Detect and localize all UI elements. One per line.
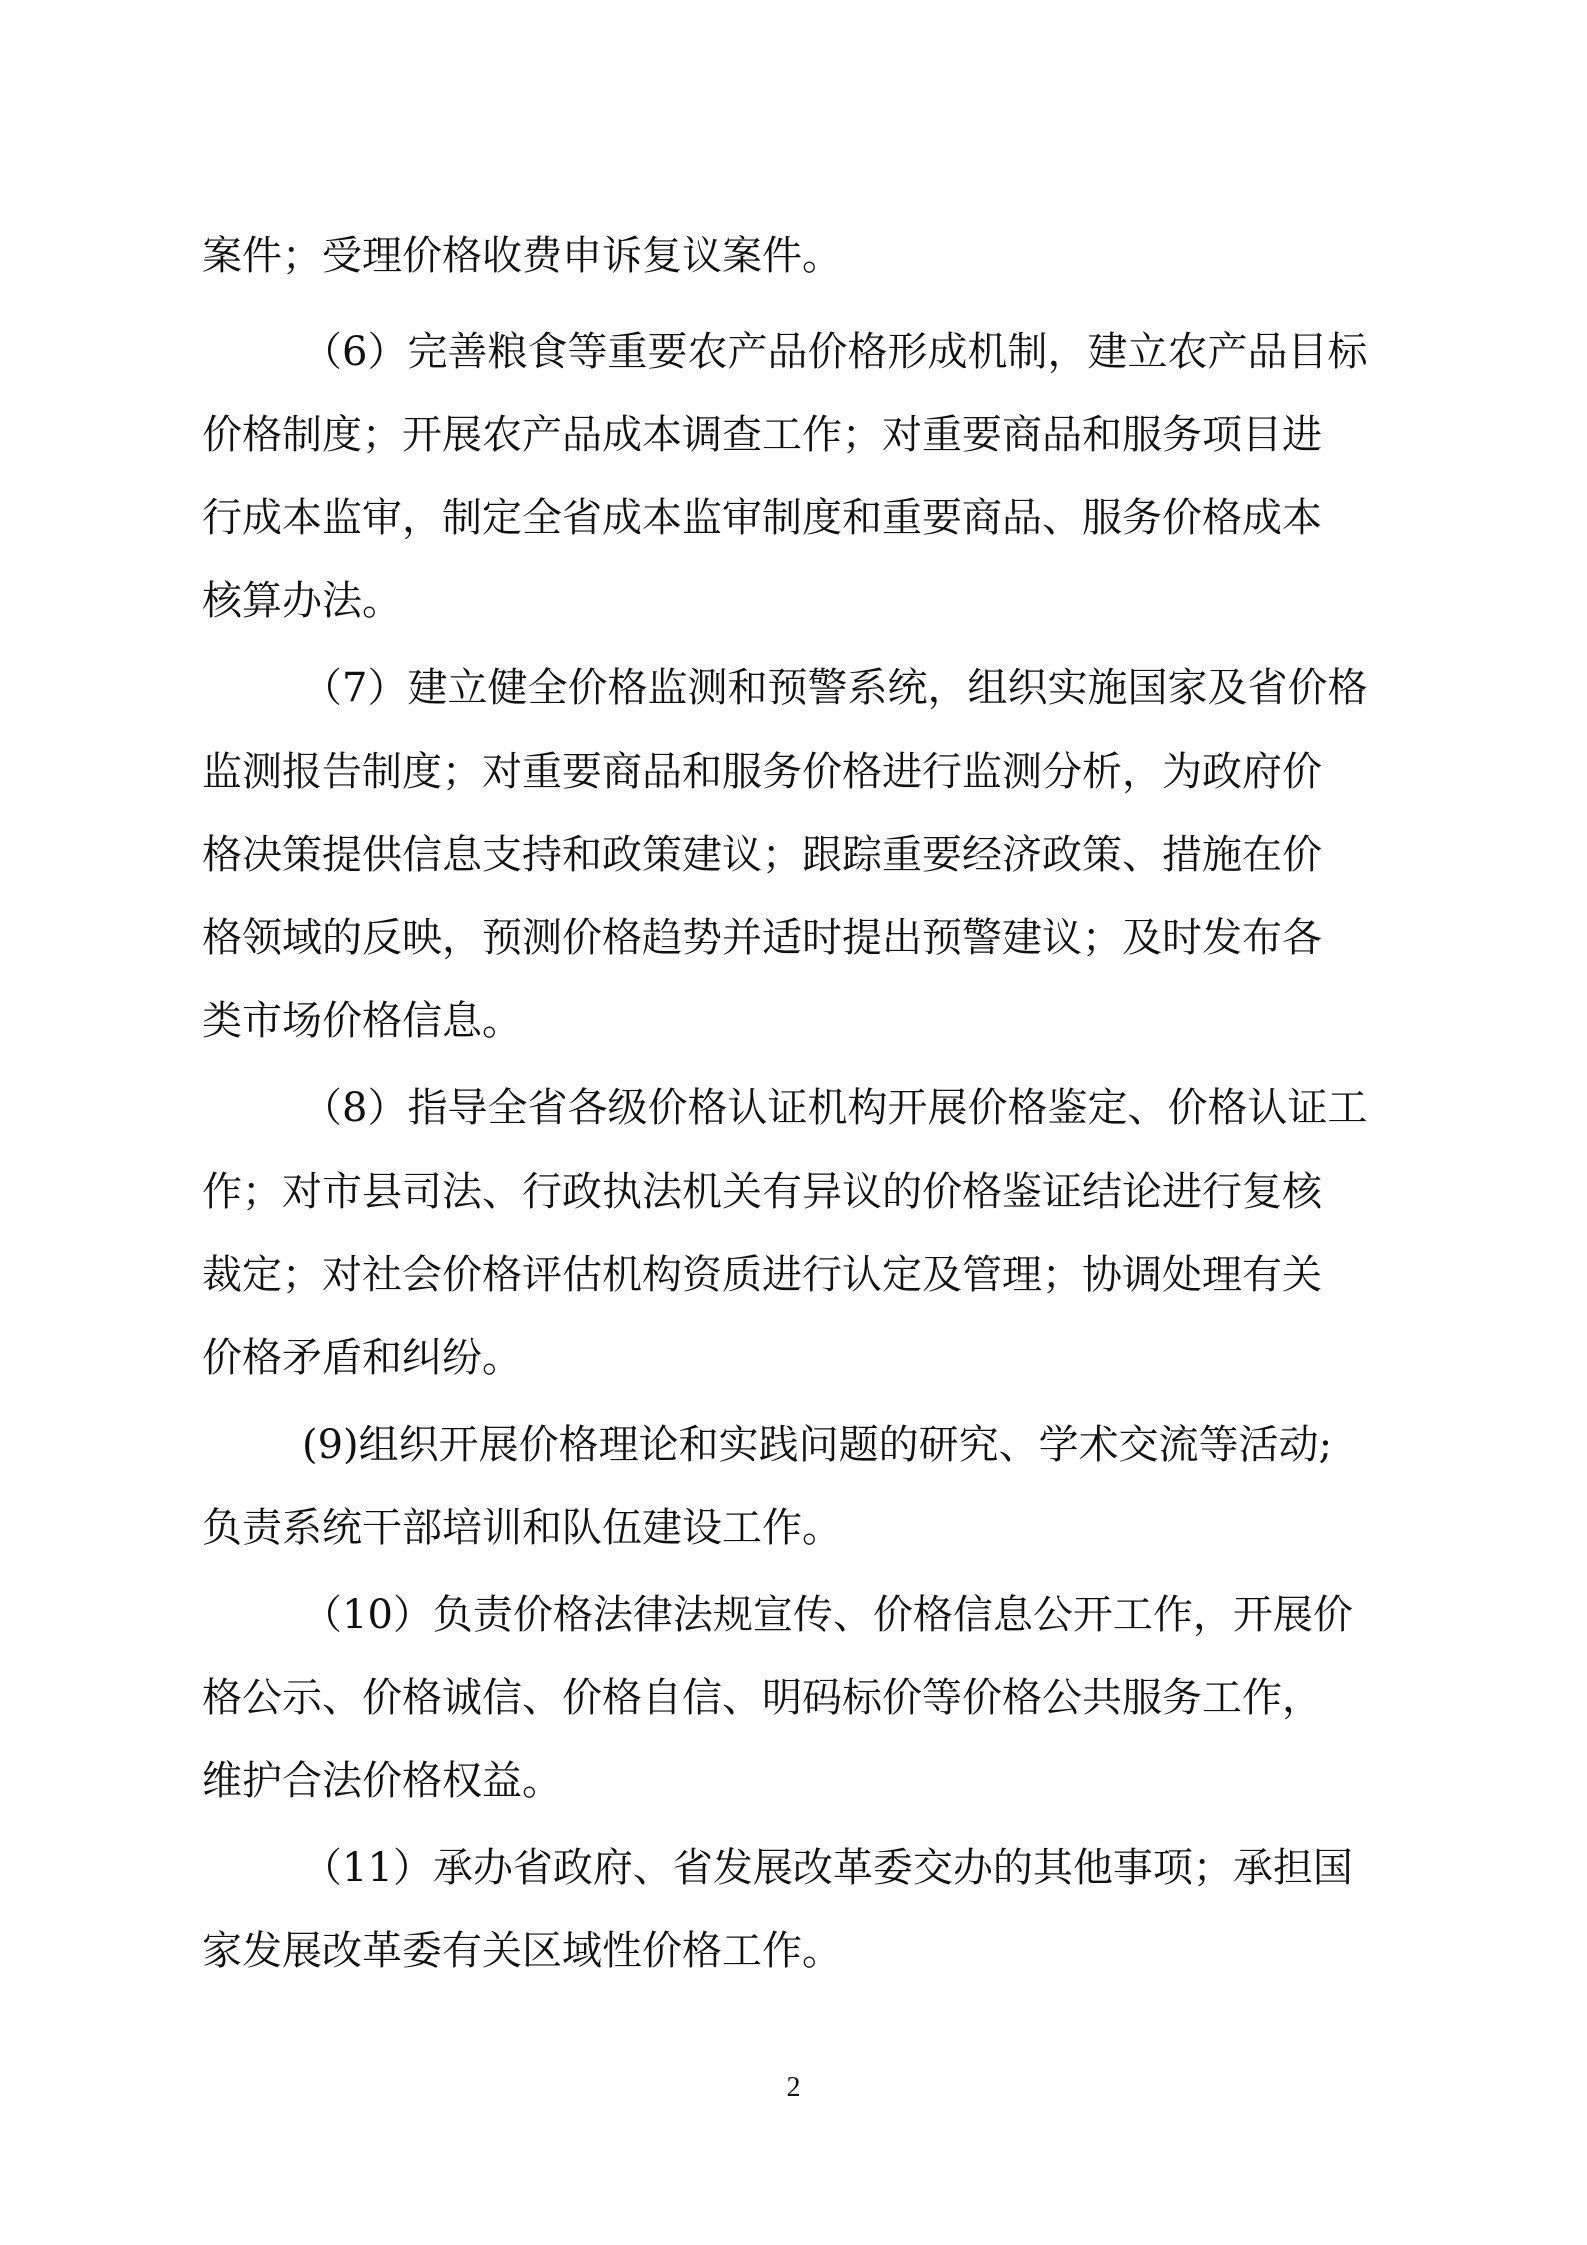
paragraph-line: 案件；受理价格收费申诉复议案件。 [202, 233, 842, 279]
paragraph-line: 格领域的反映，预测价格趋势并适时提出预警建议；及时发布各 [202, 915, 1322, 961]
paragraph-line: (9)组织开展价格理论和实践问题的研究、学术交流等活动; [302, 1422, 1333, 1468]
paragraph-line: 监测报告制度；对重要商品和服务价格进行监测分析，为政府价 [202, 749, 1322, 795]
paragraph-line: （7）建立健全价格监测和预警系统，组织实施国家及省价格 [302, 665, 1368, 711]
paragraph-line: 维护合法价格权益。 [202, 1758, 562, 1804]
paragraph-line: 格公示、价格诚信、价格自信、明码标价等价格公共服务工作， [202, 1675, 1322, 1721]
paragraph-line: 家发展改革委有关区域性价格工作。 [202, 1928, 842, 1974]
paragraph-line: 价格制度；开展农产品成本调查工作；对重要商品和服务项目进 [202, 412, 1322, 458]
paragraph-line: 核算办法。 [202, 578, 402, 624]
paragraph-line: 行成本监审，制定全省成本监审制度和重要商品、服务价格成本 [202, 495, 1322, 541]
paragraph-line: 价格矛盾和纠纷。 [202, 1335, 522, 1381]
paragraph-line: 类市场价格信息。 [202, 998, 522, 1044]
paragraph-line: （6）完善粮食等重要农产品价格形成机制，建立农产品目标 [302, 329, 1368, 375]
paragraph-line: （11）承办省政府、省发展改革委交办的其他事项；承担国 [302, 1845, 1353, 1891]
paragraph-line: 裁定；对社会价格评估机构资质进行认定及管理；协调处理有关 [202, 1252, 1322, 1298]
paragraph-line: 格决策提供信息支持和政策建议；跟踪重要经济政策、措施在价 [202, 832, 1322, 878]
paragraph-line: （8）指导全省各级价格认证机构开展价格鉴定、价格认证工 [302, 1085, 1368, 1131]
page-number: 2 [786, 2072, 801, 2103]
paragraph-line: 作；对市县司法、行政执法机关有异议的价格鉴证结论进行复核 [202, 1169, 1322, 1215]
paragraph-line: （10）负责价格法律法规宣传、价格信息公开工作，开展价 [302, 1592, 1353, 1638]
paragraph-line: 负责系统干部培训和队伍建设工作。 [202, 1505, 842, 1551]
